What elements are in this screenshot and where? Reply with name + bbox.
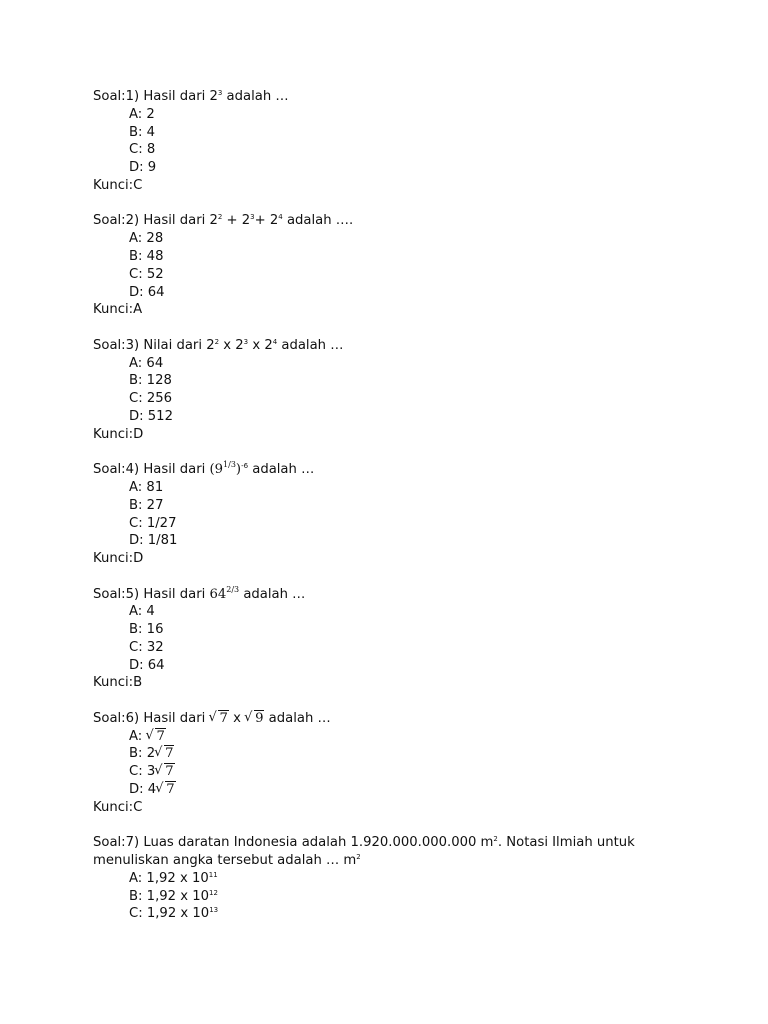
question-1-option-b: B: 4 (129, 124, 156, 140)
question-7 (93, 834, 713, 923)
question-7-option-b: B: 1,92 x $10^{12}$ (129, 888, 218, 904)
document-page (93, 88, 713, 941)
question-4 (93, 461, 713, 568)
question-1-option-a: A: 2 (129, 106, 155, 122)
question-2-option-c: C: 52 (129, 266, 164, 282)
question-1 (93, 88, 713, 195)
question-6-option-b: B: 2√ 7 (93, 745, 713, 763)
square-root-symbol: √ 7 (156, 781, 175, 799)
question-7-option-a: A: 1,92 x $10^{11}$ (129, 870, 218, 886)
question-4-option-c: C: 1/27 (129, 515, 177, 531)
question-2-option-d: D: 64 (129, 284, 165, 300)
square-root-symbol: √ 7 (155, 745, 174, 763)
question-2-option-a: A: 28 (129, 231, 164, 247)
question-6 (93, 710, 713, 817)
question-2-answer-key: Kunci:A (93, 302, 143, 318)
square-root-symbol: √ 7 (209, 710, 228, 728)
question-7-option-c: C: 1,92 x $10^{13}$ (129, 906, 219, 922)
math-expression: $64^{2/3}$ (209, 584, 240, 602)
question-6-option-c: C: 3√ 7 (93, 763, 713, 781)
question-1-option-d: D: 9 (129, 160, 157, 176)
question-5-option-c: C: 32 (129, 639, 164, 655)
question-5-option-a: A: 4 (129, 604, 155, 620)
question-5 (93, 586, 713, 693)
question-4-answer-key: Kunci:D (93, 551, 144, 567)
question-5-option-b: B: 16 (129, 622, 164, 638)
question-4-text: Soal:4) Hasil dari $(9^{1/3})^{-6}$ adalah … (93, 460, 315, 478)
question-3-option-b: B: 128 (129, 373, 172, 389)
question-3 (93, 337, 713, 444)
question-2-option-b: B: 48 (129, 248, 164, 264)
question-6-answer-key: Kunci:C (93, 799, 143, 815)
question-3-option-a: A: 64 (129, 355, 164, 371)
question-4-option-b: B: 27 (129, 497, 164, 513)
question-6-option-d: D: 4√ 7 (93, 781, 713, 799)
question-7-text-line-2: menuliskan angka tersebut adalah … $m^2$ (93, 853, 361, 869)
square-root-symbol: √ 9 (245, 710, 264, 728)
question-2 (93, 212, 713, 319)
question-3-answer-key: Kunci:D (93, 426, 144, 442)
question-7-text-line-1: Soal:7) Luas daratan Indonesia adalah 1.920.000.000.000 $m^2$. Notasi Ilmiah untuk (93, 835, 635, 851)
question-3-option-d: D: 512 (129, 408, 173, 424)
question-6-text: Soal:6) Hasil dari √ 7 x √ 9 adalah … (93, 710, 713, 728)
question-5-option-d: D: 64 (129, 657, 165, 673)
question-1-option-c: C: 8 (129, 142, 156, 158)
math-expression: $(9^{1/3})$ (209, 460, 242, 478)
question-1-text: Soal:1) Hasil dari $2^3$ adalah … (93, 89, 289, 104)
question-5-answer-key: Kunci:B (93, 675, 143, 691)
question-3-option-c: C: 256 (129, 391, 173, 407)
question-3-text: Soal:3) Nilai dari $2^2$ x $2^3$ x $2^4$ adalah … (93, 337, 344, 353)
question-2-text: Soal:2) Hasil dari $2^2 + 2^3+ 2^4$ adalah …. (93, 213, 354, 229)
question-5-text: Soal:5) Hasil dari $64^{2/3}$ adalah … (93, 584, 306, 602)
question-6-option-a: A: √ 7 (93, 728, 713, 746)
question-4-option-d: D: 1/81 (129, 533, 178, 549)
question-1-answer-key: Kunci:C (93, 177, 143, 193)
question-4-option-a: A: 81 (129, 479, 164, 495)
square-root-symbol: √ 7 (155, 763, 174, 781)
square-root-symbol: √ 7 (146, 728, 165, 746)
